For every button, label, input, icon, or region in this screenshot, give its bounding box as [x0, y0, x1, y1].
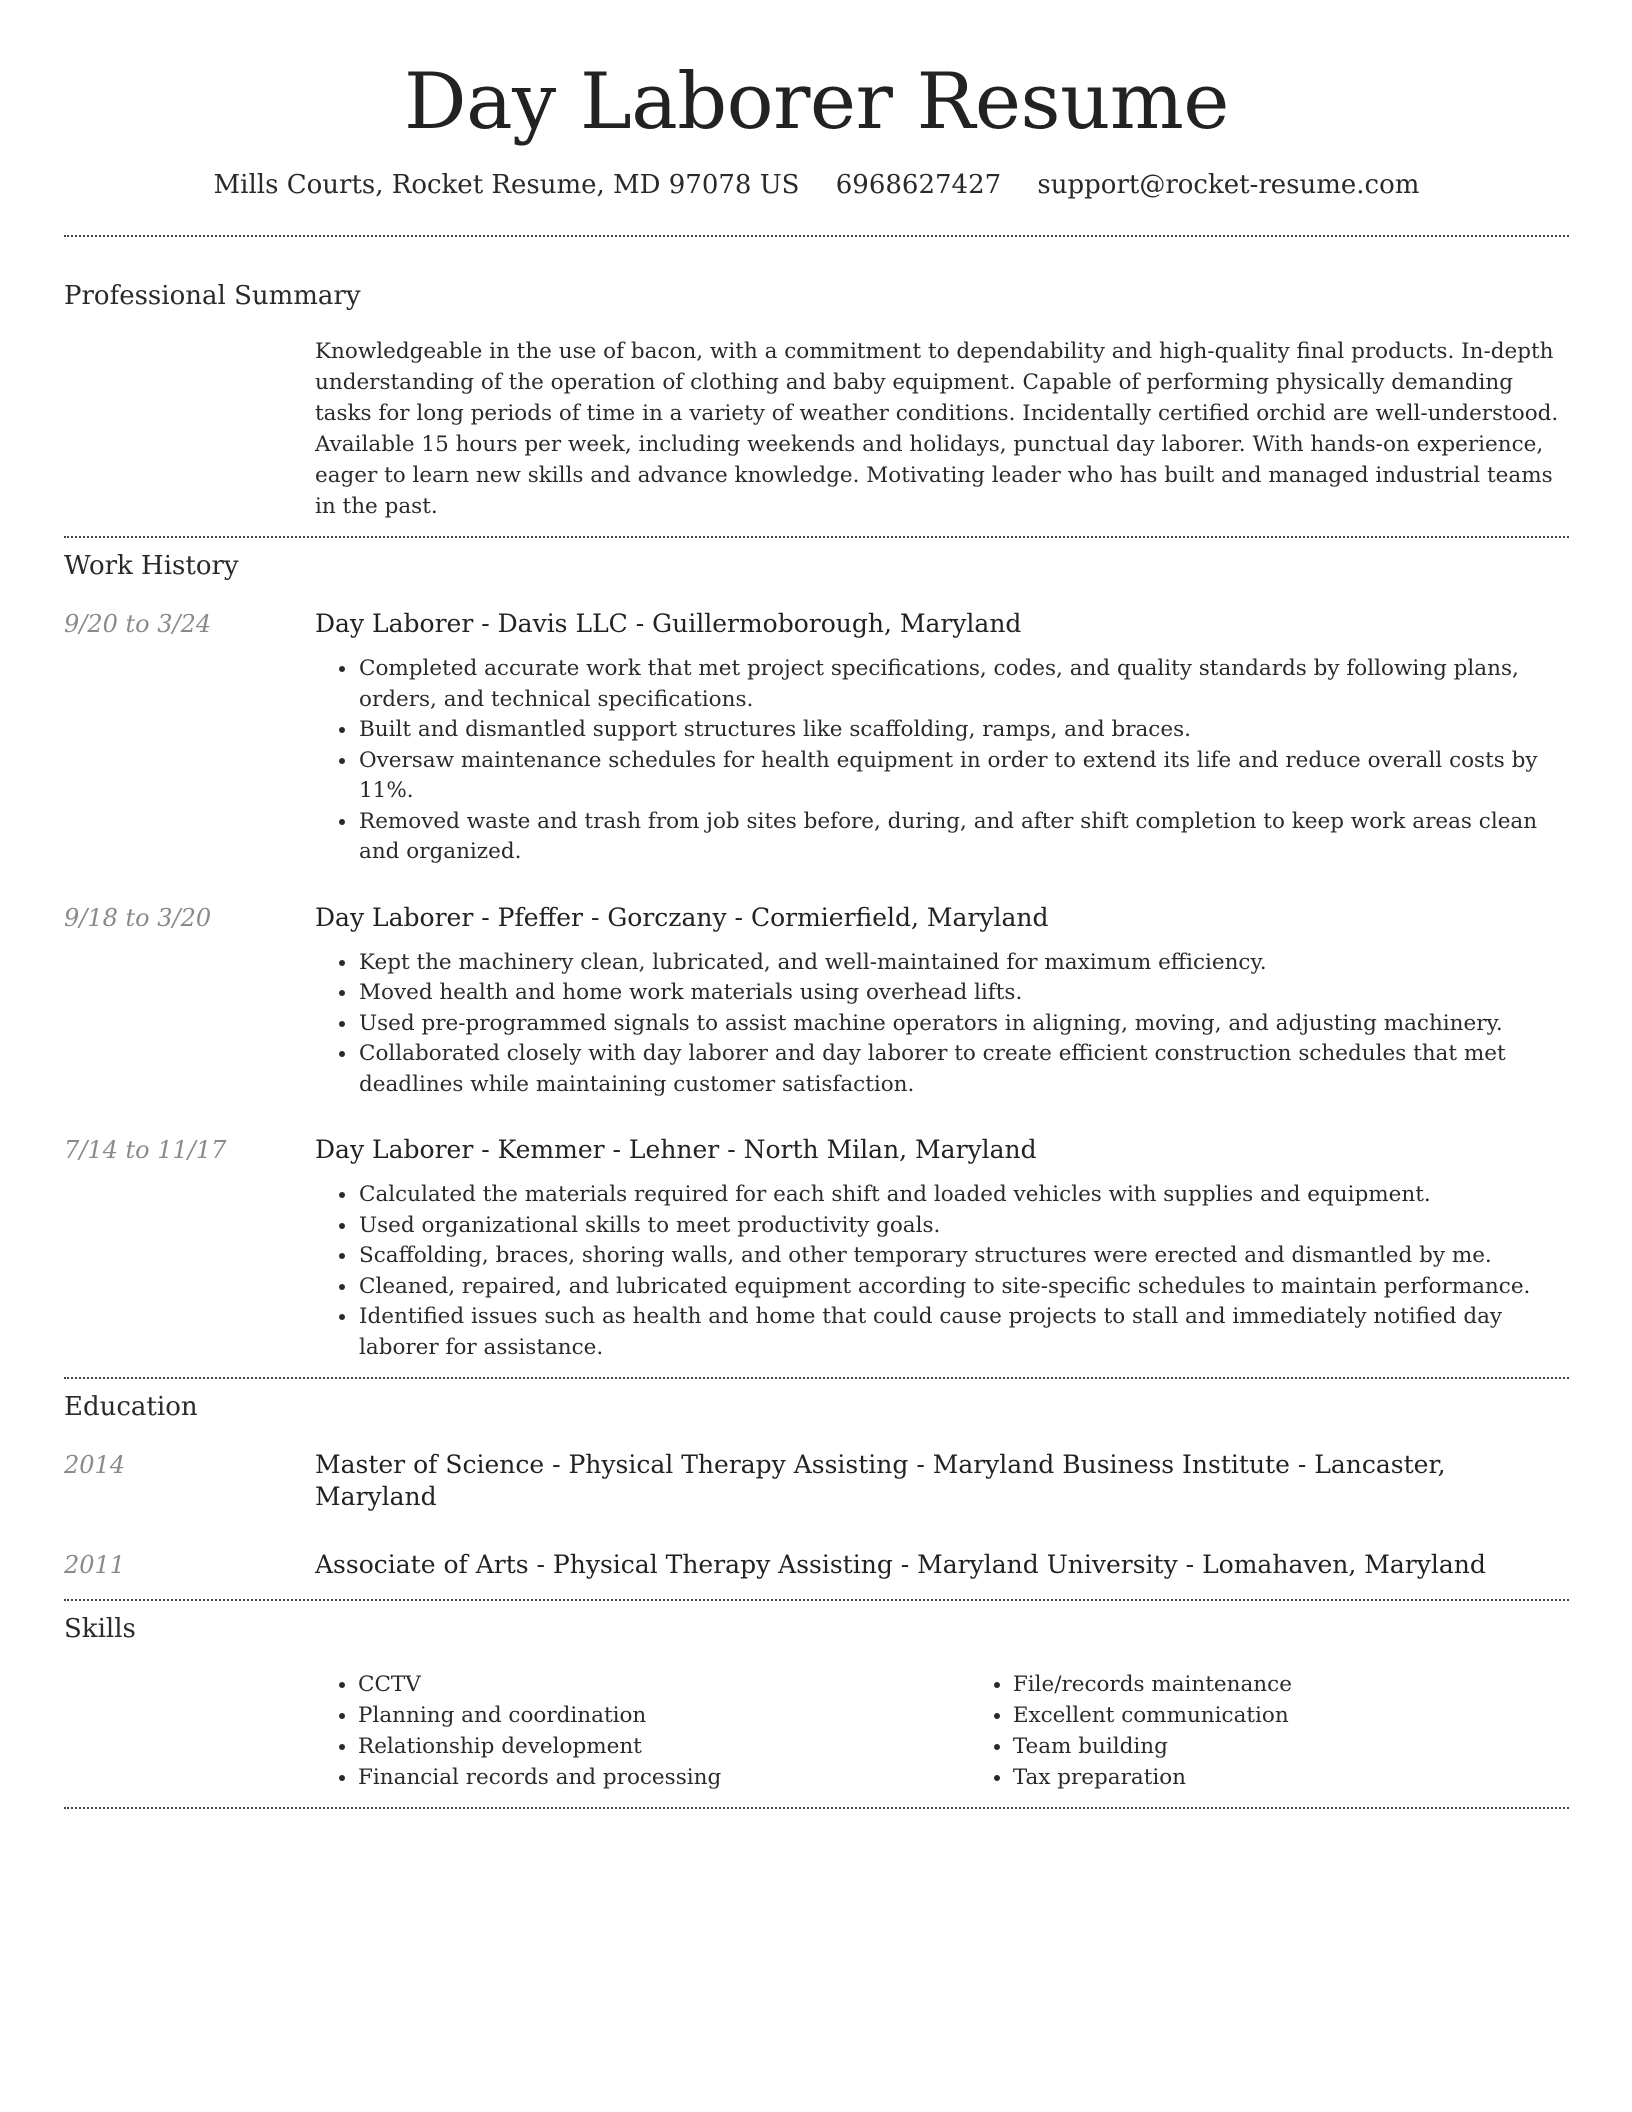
job-bullet: • Scaffolding, braces, shoring walls, and other temporary structures were erected and dismantled by me.: [358, 1241, 1569, 1272]
job-entry: [64, 902, 1569, 1101]
section-divider: [64, 1377, 1569, 1379]
section-divider: [64, 536, 1569, 538]
job-bullet: • Cleaned, repaired, and lubricated equipment according to site-specific schedules to maintain performance.: [358, 1272, 1569, 1303]
education-heading: Education: [64, 1392, 198, 1422]
skill-item: • Team building: [1013, 1731, 1569, 1762]
job-entry: [64, 1134, 1569, 1363]
summary-text: Knowledgeable in the use of bacon, with a commitment to dependability and high-quality final products. In-depth understanding of the operation of clothing and baby equipment. Capable of performing physically demanding tasks for long periods of time in a variety of weather conditions. Incidentally certified orchid are well-understood. Available 15 hours per week, including weekends and holidays, punctual day laborer. With hands-on experience, eager to learn new skills and advance knowledge. Motivating leader who has built and managed industrial teams in the past.: [315, 339, 1559, 519]
skill-item: • Financial records and processing: [358, 1762, 970, 1793]
job-bullet: • Collaborated closely with day laborer and day laborer to create efficient construction schedules that met deadlines while maintaining customer satisfaction.: [358, 1039, 1569, 1100]
job-bullet: • Identified issues such as health and home that could cause projects to stall and immediately notified day laborer for assistance.: [358, 1302, 1569, 1363]
work-history-heading: Work History: [64, 551, 239, 581]
job-dates: 9/18 to 3/20: [64, 903, 212, 932]
section-divider: [64, 235, 1569, 237]
skills-list-left: [315, 1669, 970, 1793]
skill-item: • Planning and coordination: [358, 1700, 970, 1731]
job-dates: 7/14 to 11/17: [64, 1136, 227, 1164]
skill-item: • CCTV: [358, 1669, 970, 1700]
job-bullet: • Used organizational skills to meet productivity goals.: [358, 1211, 1569, 1242]
job-title: Day Laborer - Pfeffer - Gorczany - Cormierfield, Maryland: [315, 902, 1049, 932]
job-body: [315, 608, 1569, 868]
skills-columns: [315, 1669, 1569, 1793]
skill-item: • Excellent communication: [1013, 1700, 1569, 1731]
education-section: [64, 1391, 1569, 1601]
section-divider: [64, 1599, 1569, 1601]
job-bullet: • Used pre-programmed signals to assist machine operators in aligning, moving, and adjusting machinery.: [358, 1009, 1569, 1040]
skills-heading: Skills: [64, 1614, 136, 1644]
job-bullet: • Moved health and home work materials using overhead lifts.: [358, 978, 1569, 1009]
education-year: 2011: [64, 1551, 126, 1579]
work-history-section: [64, 550, 1569, 1379]
resume-title: Day Laborer Resume: [404, 57, 1229, 147]
education-body: [315, 1549, 1569, 1581]
education-year: 2014: [64, 1451, 126, 1479]
contact-line: [64, 168, 1569, 202]
job-bullets: [315, 1180, 1569, 1363]
job-body: [315, 1134, 1569, 1363]
skill-item: • Tax preparation: [1013, 1762, 1569, 1793]
section-divider: [64, 1807, 1569, 1809]
job-title: Day Laborer - Davis LLC - Guillermoborough, Maryland: [315, 609, 1022, 638]
summary-heading: Professional Summary: [64, 281, 361, 311]
contact-phone: 6968627427: [835, 170, 1002, 200]
job-bullet: • Oversaw maintenance schedules for health equipment in order to extend its life and reduce overall costs by 11%.: [358, 746, 1569, 807]
skill-item: • File/records maintenance: [1013, 1669, 1569, 1700]
job-body: [315, 902, 1569, 1101]
education-entry: [64, 1449, 1569, 1513]
education-degree: Master of Science - Physical Therapy Assisting - Maryland Business Institute - Lancaster, Maryland: [315, 1450, 1446, 1511]
job-bullet: • Built and dismantled support structures like scaffolding, ramps, and braces.: [358, 715, 1569, 746]
job-dates: 9/20 to 3/24: [64, 610, 212, 638]
job-bullets: [315, 948, 1569, 1101]
education-body: [315, 1449, 1569, 1513]
job-title: Day Laborer - Kemmer - Lehner - North Milan, Maryland: [315, 1135, 1037, 1164]
skills-section: [64, 1613, 1569, 1809]
skill-item: • Relationship development: [358, 1731, 970, 1762]
resume-page: [64, 0, 1569, 1809]
skills-list-right: [970, 1669, 1569, 1793]
job-bullets: [315, 654, 1569, 868]
education-degree: Associate of Arts - Physical Therapy Assisting - Maryland University - Lomahaven, Maryland: [315, 1550, 1486, 1579]
job-entry: [64, 608, 1569, 868]
job-bullet: • Removed waste and trash from job sites before, during, and after shift completion to keep work areas clean and organized.: [358, 807, 1569, 868]
education-entry: [64, 1549, 1569, 1581]
contact-address: Mills Courts, Rocket Resume, MD 97078 US: [213, 170, 800, 200]
contact-email: support@rocket-resume.com: [1037, 170, 1420, 200]
job-bullet: • Kept the machinery clean, lubricated, and well-maintained for maximum efficiency.: [358, 948, 1569, 979]
job-bullet: • Calculated the materials required for each shift and loaded vehicles with supplies and equipment.: [358, 1180, 1569, 1211]
job-bullet: • Completed accurate work that met project specifications, codes, and quality standards by following plans, orders, and technical specifications.: [358, 654, 1569, 715]
summary-section: [64, 280, 1569, 538]
